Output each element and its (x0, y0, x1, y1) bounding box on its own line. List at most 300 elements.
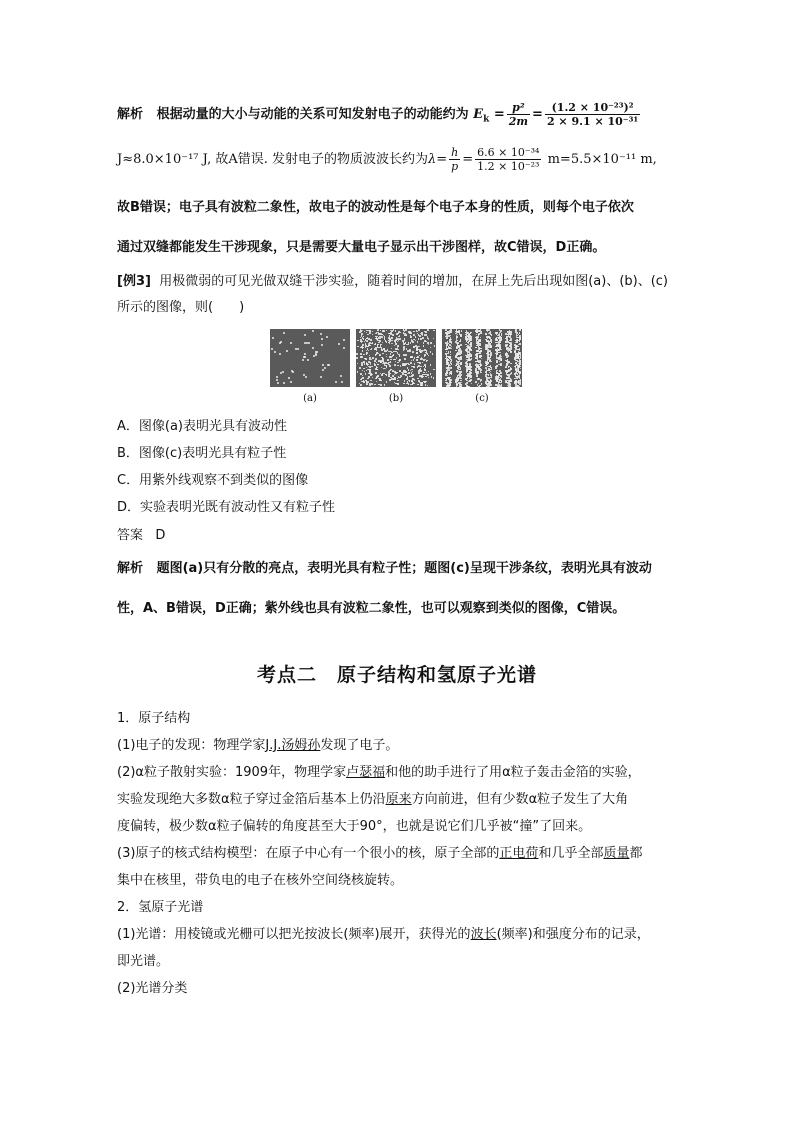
light-dot (365, 343, 367, 345)
light-dot (488, 329, 490, 331)
light-dot (459, 333, 461, 335)
light-dot (450, 354, 452, 356)
light-dot (425, 376, 427, 378)
light-dot (405, 329, 407, 331)
light-dot (357, 346, 359, 348)
light-dot (376, 349, 378, 351)
underlined-term: 卢瑟福 (346, 765, 386, 780)
light-dot (415, 345, 417, 347)
light-dot (497, 352, 499, 354)
light-dot (508, 363, 510, 365)
light-dot (446, 378, 448, 380)
light-dot (384, 350, 386, 352)
light-dot (406, 348, 408, 350)
light-dot (419, 346, 421, 348)
light-dot (413, 359, 415, 361)
paragraph-alpha-scattering-line3: 度偏转，极少数α粒子偏转的角度甚至大于90°，也就是说它们几乎被“撞”了回来。 (117, 819, 592, 834)
light-dot (357, 371, 359, 373)
light-dot (367, 378, 369, 380)
light-dot (519, 377, 521, 379)
analysis2-line2: 性，A、B错误，D正确；紫外线也具有波粒二象性，也可以观察到类似的图像，C错误。 (117, 601, 626, 616)
light-dot (446, 364, 448, 366)
figure-c-interference-fringes (442, 329, 522, 387)
fraction-p2-2m: $\frac{\text{p²}}{2m}$ (508, 101, 529, 128)
light-dot (424, 355, 426, 357)
light-dot (469, 363, 471, 365)
light-dot (277, 382, 279, 384)
light-dot (360, 347, 362, 349)
light-dot (470, 355, 472, 357)
light-dot (516, 357, 518, 359)
light-dot (398, 340, 400, 342)
light-dot (514, 350, 516, 352)
light-dot (308, 342, 310, 344)
light-dot (428, 355, 430, 357)
light-dot (420, 366, 422, 368)
light-dot (496, 380, 498, 382)
light-dot (320, 333, 322, 335)
light-dot (520, 382, 522, 384)
light-dot (388, 333, 390, 335)
light-dot (471, 383, 473, 385)
light-dot (405, 354, 407, 356)
light-dot (377, 375, 379, 377)
heading-hydrogen-spectrum: 2．氢原子光谱 (117, 900, 204, 915)
light-dot (481, 358, 483, 360)
light-dot (422, 362, 424, 364)
light-dot (455, 356, 457, 358)
light-dot (460, 362, 462, 364)
light-dot (459, 385, 461, 387)
light-dot (520, 357, 522, 359)
light-dot (283, 332, 285, 334)
light-dot (367, 334, 369, 336)
light-dot (386, 381, 388, 383)
light-dot (397, 380, 399, 382)
light-dot (495, 346, 497, 348)
light-dot (374, 363, 376, 365)
light-dot (428, 377, 430, 379)
underlined-term: 正电荷 (499, 846, 539, 861)
light-dot (379, 354, 381, 356)
light-dot (485, 333, 487, 335)
light-dot (516, 385, 518, 387)
light-dot (356, 353, 358, 355)
light-dot (450, 362, 452, 364)
underlined-term: 质量 (603, 846, 630, 861)
light-dot (430, 373, 432, 375)
light-dot (378, 337, 380, 339)
light-dot (395, 330, 397, 332)
light-dot (510, 347, 512, 349)
light-dot (414, 363, 416, 365)
example-tag: [例3] (117, 274, 151, 289)
light-dot (449, 344, 451, 346)
light-dot (405, 374, 407, 376)
light-dot (404, 380, 406, 382)
light-dot (390, 377, 392, 379)
light-dot (397, 352, 399, 354)
light-dot (456, 384, 458, 386)
light-dot (417, 384, 419, 386)
light-dot (491, 361, 493, 363)
light-dot (427, 374, 429, 376)
light-dot (362, 350, 364, 352)
light-dot (411, 340, 413, 342)
light-dot (447, 333, 449, 335)
light-dot (457, 357, 459, 359)
light-dot (423, 381, 425, 383)
light-dot (402, 374, 404, 376)
light-dot (520, 368, 522, 370)
light-dot (475, 381, 477, 383)
option-d: D．实验表明光既有波动性又有粒子性 (117, 500, 336, 515)
light-dot (507, 344, 509, 346)
light-dot (417, 341, 419, 343)
light-dot (433, 369, 435, 371)
light-dot (479, 356, 481, 358)
light-dot (430, 342, 432, 344)
light-dot (357, 363, 359, 365)
light-dot (409, 380, 411, 382)
light-dot (335, 381, 337, 383)
light-dot (282, 371, 284, 373)
light-dot (515, 384, 517, 386)
light-dot (369, 358, 371, 360)
light-dot (387, 349, 389, 351)
light-dot (501, 385, 503, 387)
light-dot (470, 339, 472, 341)
light-dot (486, 348, 488, 350)
light-dot (518, 368, 520, 370)
light-dot (403, 355, 405, 357)
light-dot (490, 356, 492, 358)
light-dot (461, 382, 463, 384)
light-dot (412, 371, 414, 373)
light-dot (487, 337, 489, 339)
light-dot (366, 338, 368, 340)
light-dot (324, 367, 326, 369)
light-dot (379, 340, 381, 342)
light-dot (496, 372, 498, 374)
light-dot (460, 376, 462, 378)
light-dot (361, 341, 363, 343)
light-dot (450, 371, 452, 373)
light-dot (516, 370, 518, 372)
light-dot (396, 372, 398, 374)
light-dot (497, 350, 499, 352)
light-dot (446, 385, 448, 387)
light-dot (398, 349, 400, 351)
light-dot (340, 375, 342, 377)
light-dot (397, 362, 399, 364)
light-dot (367, 364, 369, 366)
paragraph-nuclear-model-line1: (3)原子的核式结构模型：在原子中心有一个很小的核，原子全部的正电荷和几乎全部质量都 (117, 846, 643, 861)
light-dot (495, 349, 497, 351)
light-dot (322, 364, 324, 366)
light-dot (457, 342, 459, 344)
light-dot (280, 341, 282, 343)
light-dot (460, 368, 462, 370)
light-dot (399, 332, 401, 334)
light-dot (372, 357, 374, 359)
light-dot (304, 353, 306, 355)
light-dot (386, 330, 388, 332)
light-dot (404, 358, 406, 360)
paragraph-spectrum-classification: (2)光谱分类 (117, 981, 188, 996)
light-dot (456, 363, 458, 365)
light-dot (425, 331, 427, 333)
light-dot (357, 340, 359, 342)
light-dot (365, 358, 367, 360)
figure-b-partial-fringes (356, 329, 436, 387)
light-dot (290, 342, 292, 344)
light-dot (283, 382, 285, 384)
light-dot (411, 369, 413, 371)
light-dot (396, 343, 398, 345)
light-dot (364, 331, 366, 333)
light-dot (394, 374, 396, 376)
analysis1-line2: J≈8.0×10⁻¹⁷ J, 故A错误. 发射电子的物质波波长约为λ= $\frac{h}{p}$ = $\frac{\text{6.6 × 10⁻³⁴}}{\text{1.2 × 10⁻²³}}$ m=5.5×10⁻¹¹ m, (117, 146, 657, 173)
light-dot (467, 359, 469, 361)
light-dot (366, 340, 368, 342)
light-dot (508, 355, 510, 357)
light-dot (412, 351, 414, 353)
light-dot (451, 373, 453, 375)
light-dot (416, 349, 418, 351)
light-dot (450, 335, 452, 337)
light-dot (360, 357, 362, 359)
light-dot (412, 379, 414, 381)
light-dot (470, 376, 472, 378)
light-dot (367, 348, 369, 350)
light-dot (382, 353, 384, 355)
light-dot (363, 368, 365, 370)
ek-subscript: k (483, 114, 490, 125)
fraction-ek-value: $\frac{\text{(1.2 × 10⁻²³)²}}{\text{2 × 9.1 × 10⁻³¹}}$ (546, 101, 639, 128)
light-dot (371, 343, 373, 345)
light-dot (456, 377, 458, 379)
light-dot (456, 347, 458, 349)
analysis-label: 解析 (117, 107, 144, 122)
light-dot (413, 383, 415, 385)
light-dot (519, 340, 521, 342)
light-dot (428, 371, 430, 373)
paragraph-spectrum-line2: 即光谱。 (117, 954, 170, 969)
analysis1-line1: 解析 根据动量的大小与动能的关系可知发射电子的动能约为 $E_k$ = $\frac{\text{p²}}{2m}$ = $\frac{\text{(1.2 × 10⁻²³)²}}{\text{2 × 9.1 × 10⁻³¹}}$ (117, 101, 639, 128)
light-dot (410, 342, 412, 344)
light-dot (396, 333, 398, 335)
light-dot (403, 348, 405, 350)
answer-line (117, 527, 165, 545)
light-dot (381, 336, 383, 338)
light-dot (366, 383, 368, 385)
light-dot (302, 359, 304, 361)
light-dot (392, 335, 394, 337)
light-dot (451, 379, 453, 381)
light-dot (507, 341, 509, 343)
light-dot (447, 341, 449, 343)
analysis1-line4: 通过双缝都能发生干涉现象，只是需要大量电子显示出干涉图样，故C错误，D正确。 (117, 240, 606, 255)
light-dot (520, 329, 522, 331)
light-dot (514, 344, 516, 346)
underlined-term: 原来 (385, 792, 412, 807)
light-dot (428, 339, 430, 341)
light-dot (403, 383, 405, 385)
light-dot (515, 347, 517, 349)
light-dot (406, 378, 408, 380)
light-dot (360, 373, 362, 375)
light-dot (477, 336, 479, 338)
light-dot (297, 348, 299, 350)
light-dot (385, 368, 387, 370)
light-dot (491, 375, 493, 377)
light-dot (496, 361, 498, 363)
heading-atomic-structure: 1．原子结构 (117, 711, 191, 726)
light-dot (377, 329, 379, 331)
light-dot (433, 330, 435, 332)
light-dot (288, 377, 290, 379)
light-dot (515, 360, 517, 362)
light-dot (451, 363, 453, 365)
light-dot (519, 332, 521, 334)
paragraph-spectrum-line1: (1)光谱：用棱镜或光栅可以把光按波长(频率)展开，获得光的波长(频率)和强度分布的记录， (117, 927, 650, 942)
light-dot (377, 339, 379, 341)
light-dot (519, 363, 521, 365)
light-dot (372, 331, 374, 333)
light-dot (506, 365, 508, 367)
light-dot (404, 364, 406, 366)
light-dot (477, 355, 479, 357)
light-dot (274, 351, 276, 353)
light-dot (479, 352, 481, 354)
light-dot (500, 373, 502, 375)
light-dot (487, 360, 489, 362)
light-dot (495, 333, 497, 335)
light-dot (414, 357, 416, 359)
light-dot (327, 364, 329, 366)
light-dot (390, 334, 392, 336)
light-dot (393, 329, 395, 331)
light-dot (477, 378, 479, 380)
light-dot (374, 384, 376, 386)
light-dot (428, 344, 430, 346)
light-dot (382, 342, 384, 344)
light-dot (359, 367, 361, 369)
light-dot (295, 348, 297, 350)
light-dot (363, 361, 365, 363)
light-dot (363, 380, 365, 382)
light-dot (408, 331, 410, 333)
light-dot (471, 370, 473, 372)
light-dot (416, 330, 418, 332)
light-dot (390, 359, 392, 361)
figure-c-label: (c) (475, 393, 489, 404)
light-dot (382, 358, 384, 360)
example3-stem-line2: 所示的图像，则( ) (117, 300, 245, 315)
light-dot (470, 372, 472, 374)
light-dot (412, 374, 414, 376)
light-dot (307, 359, 309, 361)
option-a: A．图像(a)表明光具有波动性 (117, 419, 288, 434)
light-dot (377, 364, 379, 366)
light-dot (460, 339, 462, 341)
light-dot (501, 360, 503, 362)
light-dot (480, 339, 482, 341)
light-dot (476, 329, 478, 331)
light-dot (418, 372, 420, 374)
light-dot (391, 337, 393, 339)
light-dot (510, 331, 512, 333)
light-dot (394, 371, 396, 373)
light-dot (369, 369, 371, 371)
light-dot (500, 356, 502, 358)
light-dot (322, 369, 324, 371)
light-dot (390, 330, 392, 332)
light-dot (411, 360, 413, 362)
light-dot (481, 383, 483, 385)
light-dot (400, 366, 402, 368)
light-dot (392, 370, 394, 372)
analysis-text: 根据动量的大小与动能的关系可知发射电子的动能约为 (156, 107, 469, 122)
light-dot (433, 338, 435, 340)
light-dot (420, 370, 422, 372)
light-dot (468, 356, 470, 358)
light-dot (466, 357, 468, 359)
light-dot (276, 379, 278, 381)
light-dot (366, 330, 368, 332)
option-c: C．用紫外线观察不到类似的图像 (117, 473, 309, 488)
light-dot (447, 362, 449, 364)
light-dot (448, 385, 450, 387)
light-dot (423, 359, 425, 361)
light-dot (363, 336, 365, 338)
light-dot (460, 375, 462, 377)
light-dot (399, 355, 401, 357)
light-dot (466, 349, 468, 351)
wavelength-result: m=5.5×10⁻¹¹ m, (547, 152, 657, 167)
light-dot (410, 362, 412, 364)
light-dot (362, 378, 364, 380)
light-dot (410, 356, 412, 358)
light-dot (457, 361, 459, 363)
light-dot (461, 371, 463, 373)
light-dot (407, 381, 409, 383)
light-dot (368, 350, 370, 352)
light-dot (419, 375, 421, 377)
light-dot (505, 366, 507, 368)
light-dot (400, 375, 402, 377)
light-dot (393, 351, 395, 353)
light-dot (389, 343, 391, 345)
light-dot (501, 349, 503, 351)
light-dot (430, 364, 432, 366)
light-dot (388, 375, 390, 377)
interference-figures (270, 329, 525, 409)
light-dot (366, 352, 368, 354)
answer-value: D (155, 528, 166, 543)
light-dot (447, 353, 449, 355)
light-dot (498, 334, 500, 336)
light-dot (382, 363, 384, 365)
light-dot (413, 366, 415, 368)
paragraph-electron-discovery: (1)电子的发现：物理学家J.J.汤姆孙发现了电子。 (117, 738, 399, 753)
light-dot (427, 342, 429, 344)
light-dot (279, 353, 281, 355)
light-dot (478, 386, 480, 387)
energy-result: J≈8.0×10⁻¹⁷ J, 故A错误. 发射电子的物质波波长约为 (117, 152, 428, 167)
light-dot (384, 364, 386, 366)
